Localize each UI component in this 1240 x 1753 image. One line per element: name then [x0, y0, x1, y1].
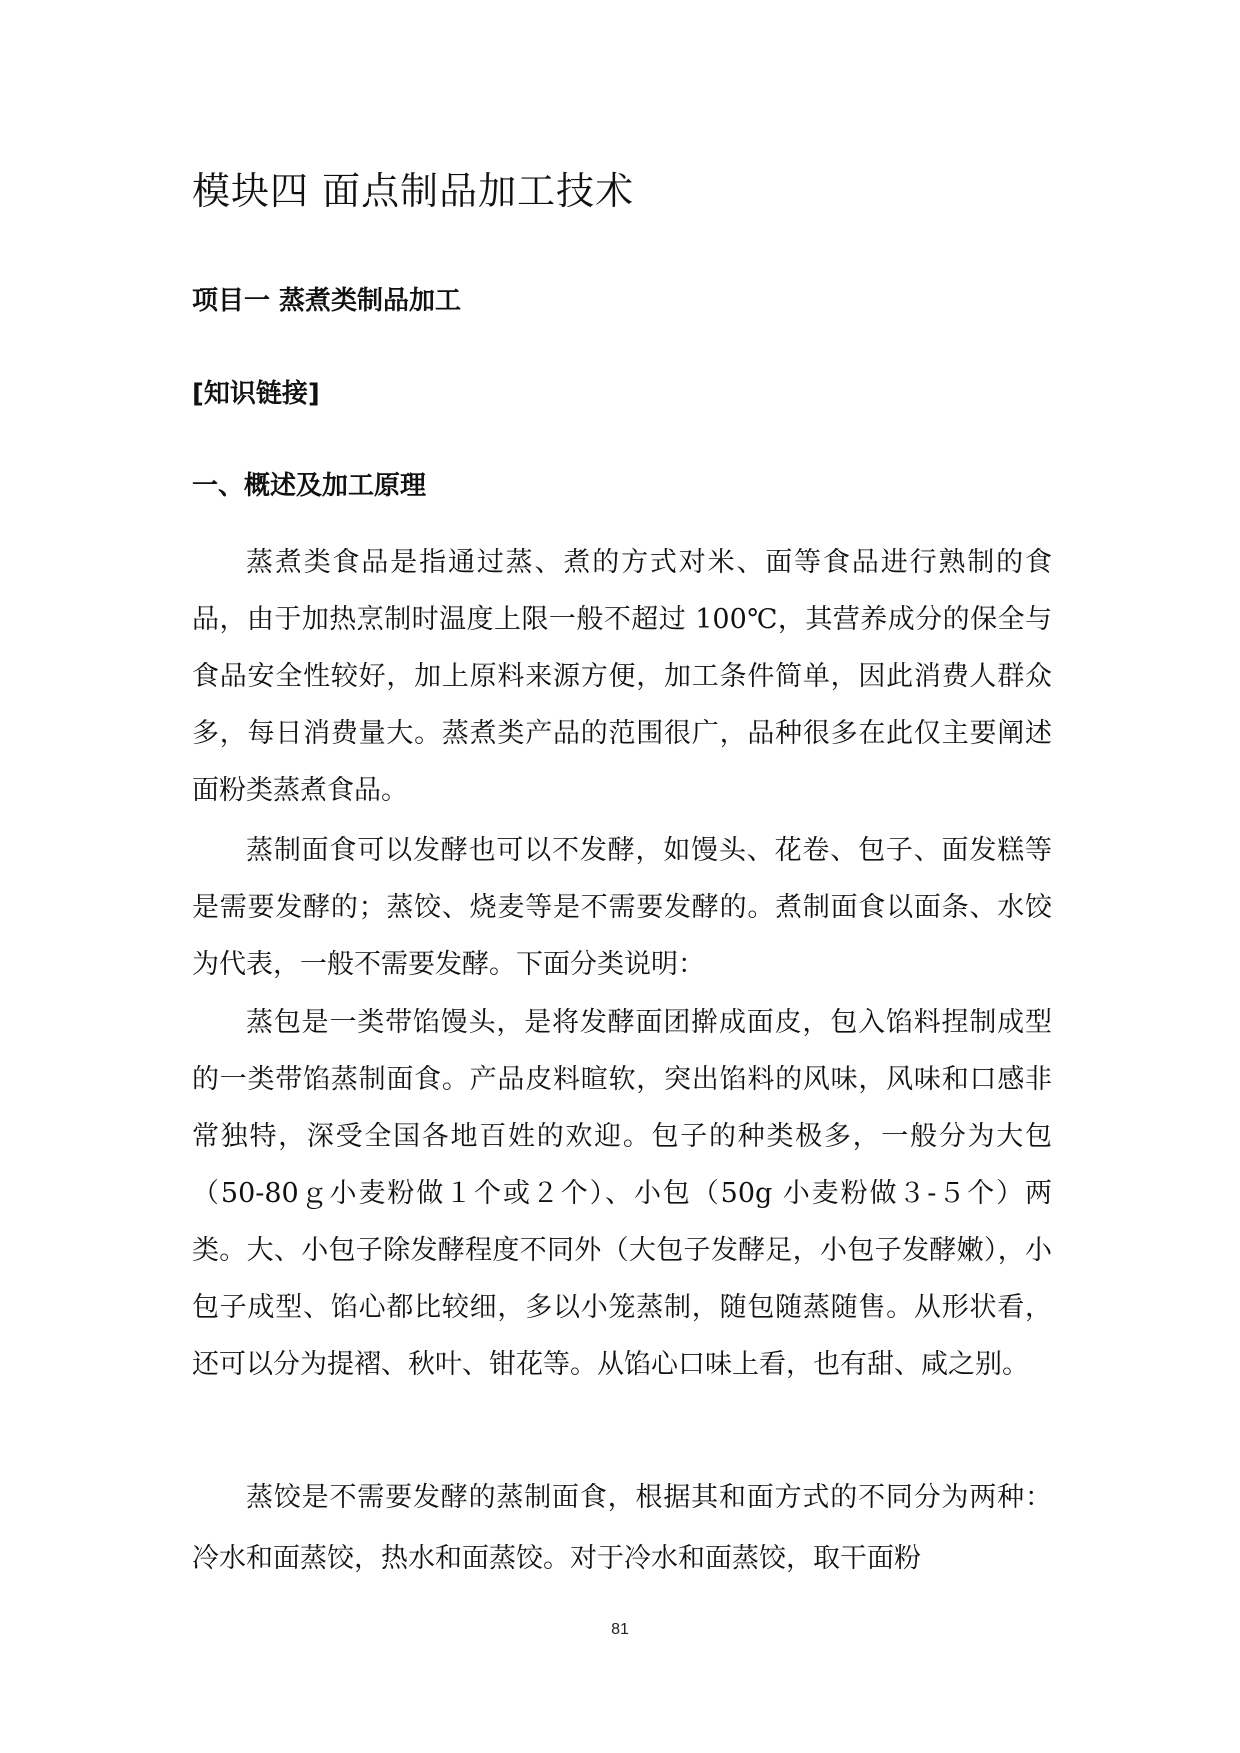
paragraph-overview: 蒸煮类食品是指通过蒸、煮的方式对米、面等食品进行熟制的食品，由于加热烹制时温度上限一般不超过 100℃，其营养成分的保全与食品安全性较好，加上原料来源方便，加工条件简单，因此消费人群众多，每日消费量大。蒸煮类产品的范围很广，品种很多在此仅主要阐述面粉类蒸煮食品。: [192, 547, 1052, 806]
section-title: 一、概述及加工原理: [192, 471, 427, 501]
knowledge-link-heading: [知识链接]: [192, 379, 320, 409]
paragraph-steamed-buns: 蒸包是一类带馅馒头，是将发酵面团擀成面皮，包入馅料捏制成型的一类带馅蒸制面食。产品皮料暄软，突出馅料的风味，风味和口感非常独特，深受全国各地百姓的欢迎。包子的种类极多，一般分为大包（50-80ｇ小麦粉做１个或２个）、小包（50g 小麦粉做３-５个）两类。大、小包子除发酵程度不同外（大包子发酵足，小包子发酵嫩），小包子成型、馅心都比较细，多以小笼蒸制，随包随蒸随售。从形状看，还可以分为提褶、秋叶、钳花等。从馅心口味上看，也有甜、咸之别。: [192, 1007, 1052, 1380]
paragraph-steamed-dumplings: 蒸饺是不需要发酵的蒸制面食，根据其和面方式的不同分为两种：冷水和面蒸饺，热水和面蒸饺。对于冷水和面蒸饺，取干面粉: [192, 1482, 1052, 1574]
paragraph-steamed-types: 蒸制面食可以发酵也可以不发酵，如馒头、花卷、包子、面发糕等是需要发酵的；蒸饺、烧麦等是不需要发酵的。煮制面食以面条、水饺为代表，一般不需要发酵。下面分类说明：: [192, 835, 1052, 980]
module-title: 模块四 面点制品加工技术: [192, 169, 635, 213]
project-title: 项目一 蒸煮类制品加工: [192, 286, 462, 316]
page-number: 81: [611, 1621, 629, 1638]
